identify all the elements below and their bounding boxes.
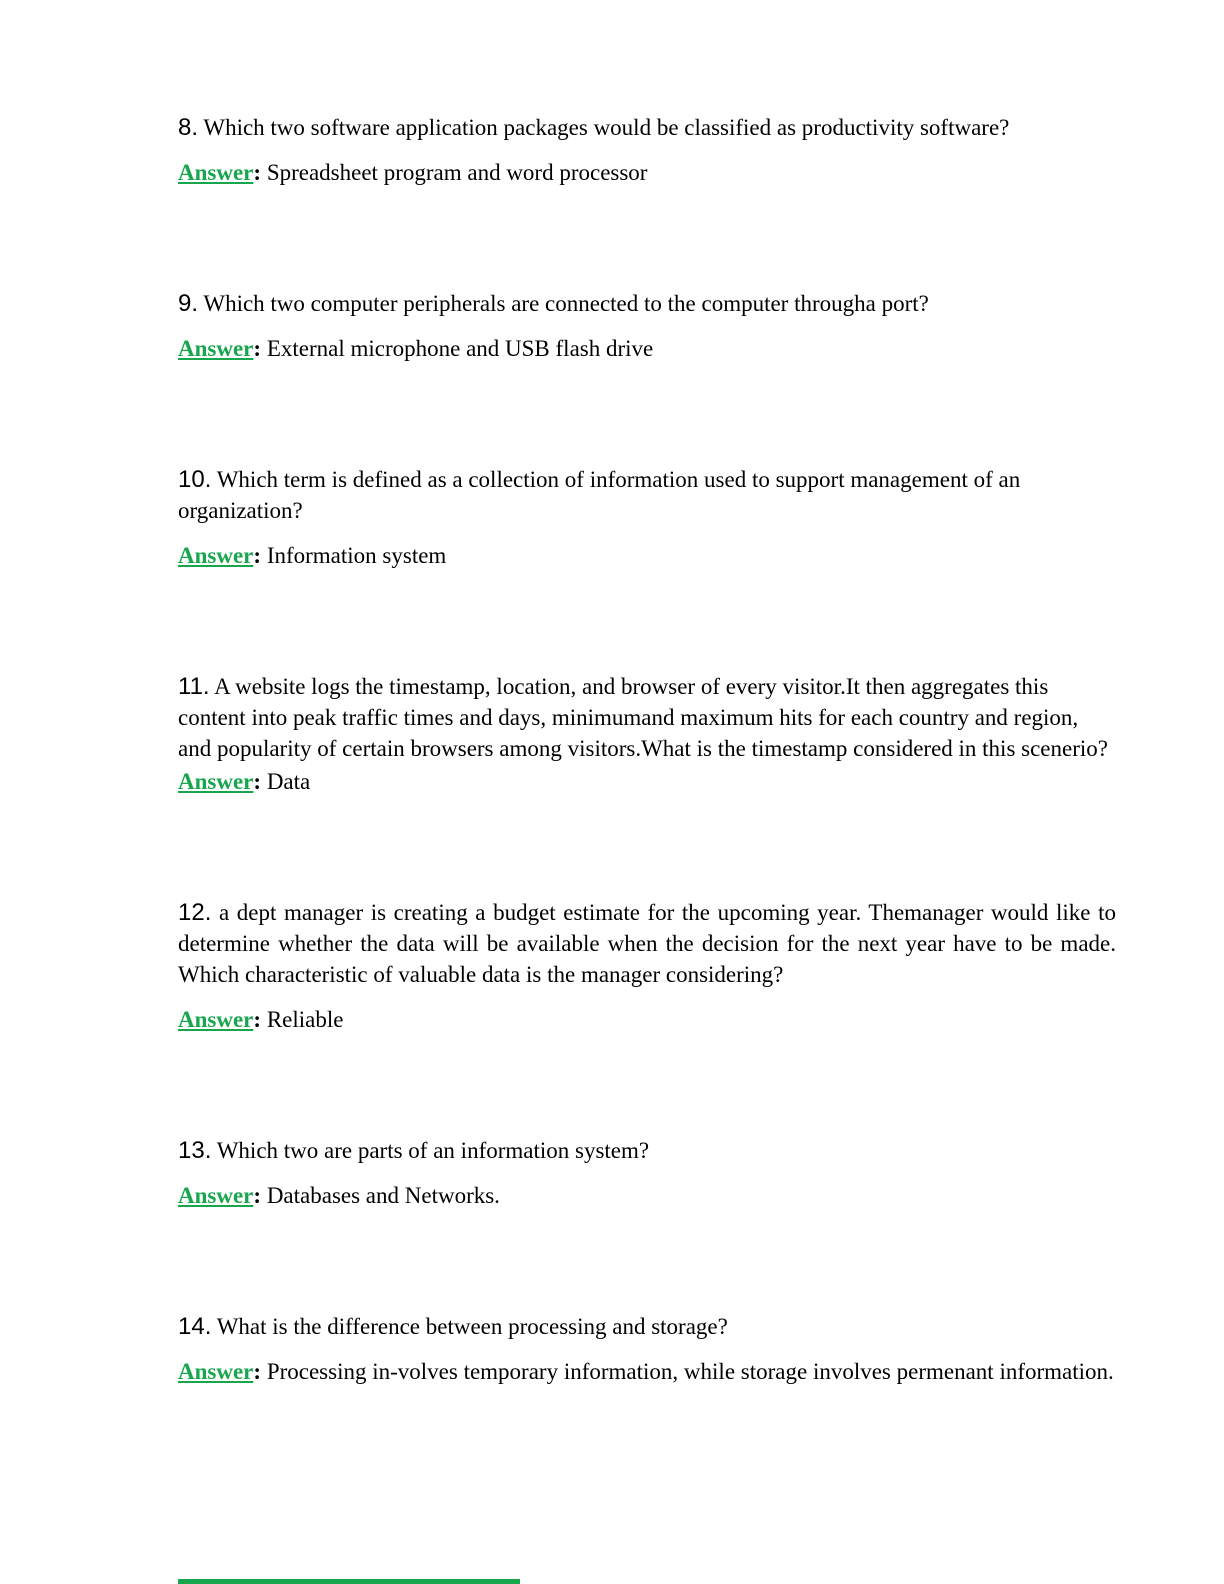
- question-number: 14.: [178, 1313, 212, 1340]
- answer-separator: :: [253, 336, 262, 361]
- answer: [178, 1356, 1116, 1387]
- question: [178, 112, 1116, 143]
- answer-label[interactable]: Answer: [178, 1007, 254, 1032]
- question-text: A website logs the timestamp, location, and browser of every visitor.It then aggregates this content into peak traffic times and days, minimumand maximum hits for each country and region, and popularity of certain browsers among visitors.What is the timestamp considered in this scenerio?: [178, 674, 1108, 761]
- answer-text: Processing in-volves temporary information, while storage involves permenant information.: [266, 1359, 1114, 1384]
- question-number: 9.: [178, 290, 199, 317]
- answer-label[interactable]: Answer: [178, 160, 254, 185]
- answer-text: External microphone and USB flash drive: [266, 336, 654, 361]
- qa-item-9: [178, 288, 1116, 364]
- question-number: 8.: [178, 114, 199, 141]
- answer-text: Reliable: [266, 1007, 344, 1032]
- qa-item-10: [178, 464, 1116, 571]
- question-text: Which two are parts of an information system?: [216, 1138, 650, 1163]
- answer-label[interactable]: Answer: [178, 1359, 254, 1384]
- answer-text: Data: [266, 769, 311, 794]
- answer-label[interactable]: Answer: [178, 336, 254, 361]
- answer-separator: :: [253, 543, 262, 568]
- answer-separator: :: [253, 1007, 262, 1032]
- answer: [178, 540, 1116, 571]
- qa-item-14: [178, 1311, 1116, 1387]
- answer-separator: :: [253, 1359, 262, 1384]
- question-number: 11.: [178, 673, 210, 700]
- question-text: Which two software application packages would be classified as productivity software?: [203, 115, 1010, 140]
- answer-separator: :: [253, 1183, 262, 1208]
- answer-text: Information system: [266, 543, 447, 568]
- answer-text: Databases and Networks.: [266, 1183, 500, 1208]
- question-number: 10.: [178, 466, 212, 493]
- question-text: Which term is defined as a collection of information used to support management of an organization?: [178, 467, 1021, 523]
- qa-item-8: [178, 112, 1116, 188]
- answer: [178, 1180, 1116, 1211]
- next-page-element-partial: [178, 1579, 520, 1584]
- answer: [178, 157, 1116, 188]
- answer-label[interactable]: Answer: [178, 1183, 254, 1208]
- answer: [178, 333, 1116, 364]
- question: [178, 1135, 1116, 1166]
- question-number: 13.: [178, 1137, 212, 1164]
- qa-item-11: [178, 671, 1116, 797]
- answer-separator: :: [253, 769, 262, 794]
- answer-label[interactable]: Answer: [178, 769, 254, 794]
- answer: [178, 1004, 1116, 1035]
- qa-item-12: [178, 897, 1116, 1035]
- question-text: a dept manager is creating a budget estimate for the upcoming year. Themanager would like to determine whether the data will be available when the decision for the next year have to be made. Which characteristic of valuable data is the manager considering?: [178, 900, 1116, 987]
- answer-label[interactable]: Answer: [178, 543, 254, 568]
- answer-text: Spreadsheet program and word processor: [266, 160, 648, 185]
- answer-separator: :: [253, 160, 262, 185]
- question-number: 12.: [178, 899, 212, 926]
- qa-item-13: [178, 1135, 1116, 1211]
- question-text: What is the difference between processing and storage?: [216, 1314, 728, 1339]
- question: [178, 1311, 1116, 1342]
- question: [178, 288, 1116, 319]
- answer: [178, 766, 1116, 797]
- question: [178, 897, 1116, 990]
- question: [178, 464, 1116, 526]
- question-text: Which two computer peripherals are connected to the computer througha port?: [203, 291, 929, 316]
- question: [178, 671, 1116, 764]
